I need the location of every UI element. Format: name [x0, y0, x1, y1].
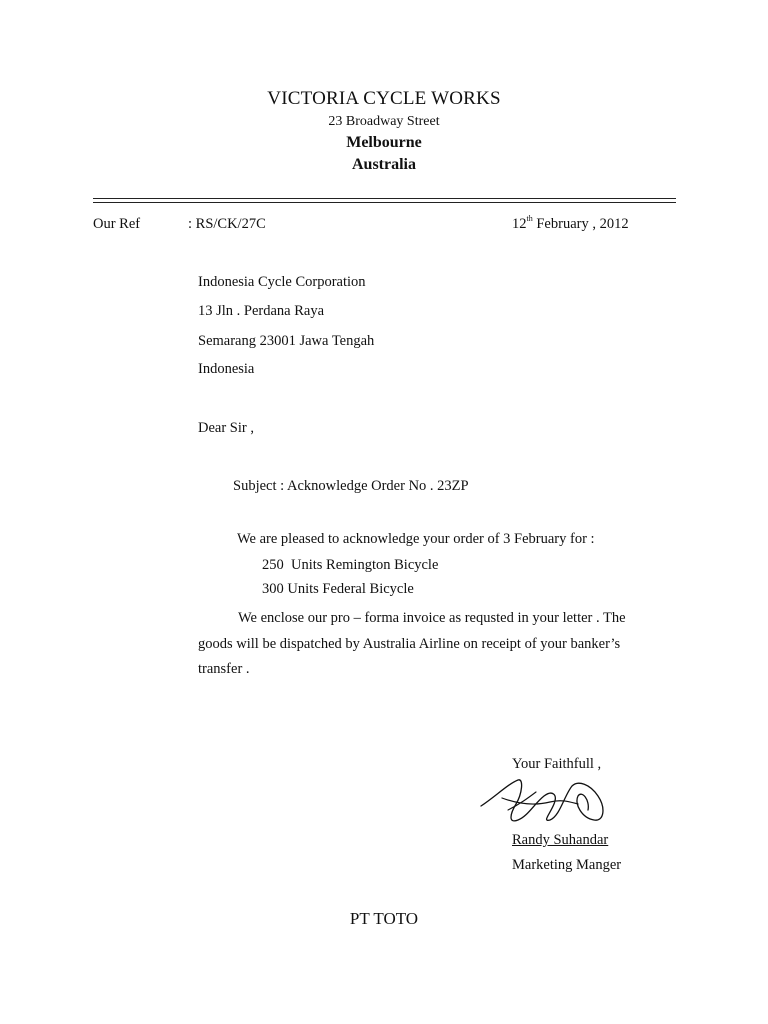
header-divider-top — [93, 198, 676, 199]
company-city: Melbourne — [346, 134, 422, 151]
reference-value: : RS/CK/27C — [188, 216, 266, 232]
company-country: Australia — [352, 156, 416, 173]
body-intro: We are pleased to acknowledge your order of 3 February for : — [237, 531, 595, 547]
letter-date — [512, 216, 629, 233]
recipient-line: Indonesia Cycle Corporation — [198, 274, 366, 290]
date-day: 12 — [512, 216, 527, 232]
signer-title: Marketing Manger — [512, 857, 622, 873]
handwritten-signature — [478, 774, 638, 832]
subject-line: Subject : Acknowledge Order No . 23ZP — [233, 478, 469, 494]
company-street: 23 Broadway Street — [328, 114, 440, 129]
complimentary-close: Your Faithfull , — [512, 756, 602, 772]
reference-label: Our Ref — [93, 216, 141, 232]
body-paragraph: We enclose our pro – forma invoice as requsted in your letter . The goods will be dispatched by Australia Airline on receipt of your banker’s transfer . — [198, 610, 626, 677]
salutation: Dear Sir , — [198, 420, 254, 436]
recipient-line: 13 Jln . Perdana Raya — [198, 303, 325, 319]
recipient-line: Indonesia — [198, 361, 255, 377]
footer-company: PT TOTO — [349, 909, 419, 928]
date-suffix: th — [526, 214, 533, 223]
order-item: 250 Units Remington Bicycle — [262, 557, 439, 573]
company-name: VICTORIA CYCLE WORKS — [267, 88, 501, 109]
recipient-line: Semarang 23001 Jawa Tengah — [198, 333, 375, 349]
signer-name: Randy Suhandar — [512, 832, 609, 848]
header-divider-bottom — [93, 202, 676, 203]
order-item: 300 Units Federal Bicycle — [262, 581, 414, 597]
date-rest: February , 2012 — [536, 216, 629, 232]
